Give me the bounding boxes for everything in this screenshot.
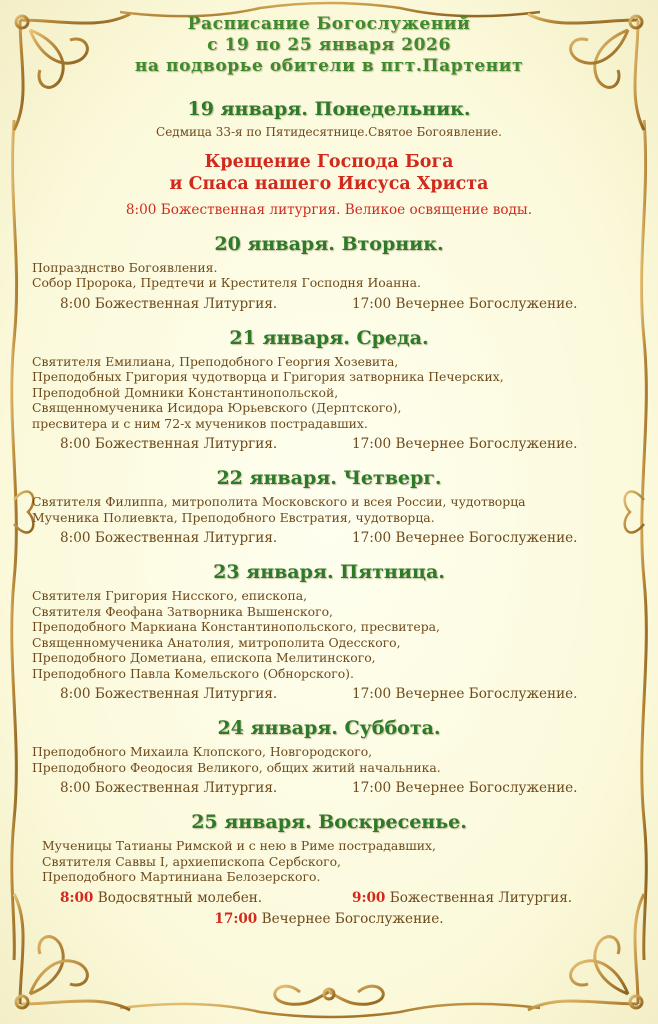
service-jan-21 [28,435,630,454]
service-jan-25-row1 [28,889,630,908]
day-heading-jan-25: 25 января. Воскресенье. [191,811,467,833]
service-jan-23 [28,685,630,704]
service-jan-22 [28,529,630,548]
day-saints-jan-22: Святителя Филиппа, митрополита Московского и всея России, чудотворца Мученика Полиевкта, Преподобного Евстратия, чудотворца. [32,494,526,525]
title-line-1: Расписание Богослужений [187,14,471,34]
service-evening: 17:00 Вечернее Богослужение. [352,686,578,702]
service-evening: 17:00 Вечернее Богослужение. [352,295,578,312]
service-morning: 8:00 Божественная Литургия. [60,780,278,796]
service-morning: 8:00 Божественная Литургия. [60,530,278,546]
title-line-3: на подворье обители в пгт.Партенит [134,56,524,76]
day-heading-jan-21: 21 января. Среда. [229,326,429,349]
service-text: Вечернее Богослужение. [257,910,444,927]
service-evening: 17:00 Вечернее Богослужение. [352,436,578,452]
service-text: 8:00 Божественная литургия. Великое освящение воды. [125,201,533,218]
feast-line-1: Крещение Господа Бога [204,151,454,172]
day-saints-jan-19: Седмица 33-я по Пятидесятнице.Святое Богоявление. [156,125,502,139]
service-evening: 17:00 Вечернее Богослужение. [352,780,578,796]
service-time: 17:00 [214,910,258,927]
feast-line-2: и Спаса нашего Иисуса Христа [169,173,489,194]
service-time: 9:00 [352,889,386,906]
day-heading-jan-23: 23 января. Пятница. [213,561,445,583]
day-saints-jan-24: Преподобного Михаила Клопского, Новгородского, Преподобного Феодосия Великого, общих житий начальника. [32,744,441,775]
service-jan-25-row2 [28,910,630,929]
service-text: Божественная Литургия. [385,889,573,906]
day-saints-jan-23: Святителя Григория Нисского, епископа, Святителя Феофана Затворника Вышенского, Преподобного Маркиана Константинопольского, пресвитера, Священномученика Анатолия, митрополита Одесского, Преподобного Дометиана, епископа Мелитинского, Преподобного Павла Комельского (Обнорского). [32,588,440,681]
day-saints-jan-21: Святителя Емилиана, Преподобного Георгия Хозевита, Преподобных Григория чудотворца и Григория затворника Печерских, Преподобной Домники Константинопольской, Священномученика Исидора Юрьевского (Дерптского), пресвитера и с ним 72-х мучеников пострадавших. [32,353,504,431]
service-evening: 17:00 Вечернее Богослужение. [352,530,578,546]
service-jan-19 [28,201,630,220]
service-morning: 8:00 Божественная Литургия. [60,686,278,702]
title-line-2: с 19 по 25 января 2026 [207,35,451,55]
schedule-title [28,14,630,77]
service-jan-20 [28,295,630,314]
day-saints-jan-25: Мученицы Татианы Римской и с нею в Риме пострадавших, Святителя Саввы I, архиепископа Сербского, Преподобного Мартиниана Белозерского. [42,838,436,884]
day-saints-jan-20: Попразднство Богоявления. Собор Пророка, Предтечи и Крестителя Господня Иоанна. [32,259,421,290]
service-text: Водосвятный молебен. [93,889,263,906]
schedule-content [28,10,630,929]
service-liturgy [352,889,572,908]
service-morning: 8:00 Божественная Литургия. [60,436,278,452]
feast-title [28,151,630,195]
day-heading-jan-20: 20 января. Вторник. [214,232,444,255]
service-jan-24 [28,779,630,798]
service-molieben [60,889,352,908]
service-morning: 8:00 Божественная Литургия. [60,295,278,312]
service-time: 8:00 [60,889,94,906]
day-heading-jan-22: 22 января. Четверг. [216,467,442,489]
day-heading-jan-24: 24 января. Суббота. [217,717,441,739]
day-heading-jan-19: 19 января. Понедельник. [187,98,471,120]
